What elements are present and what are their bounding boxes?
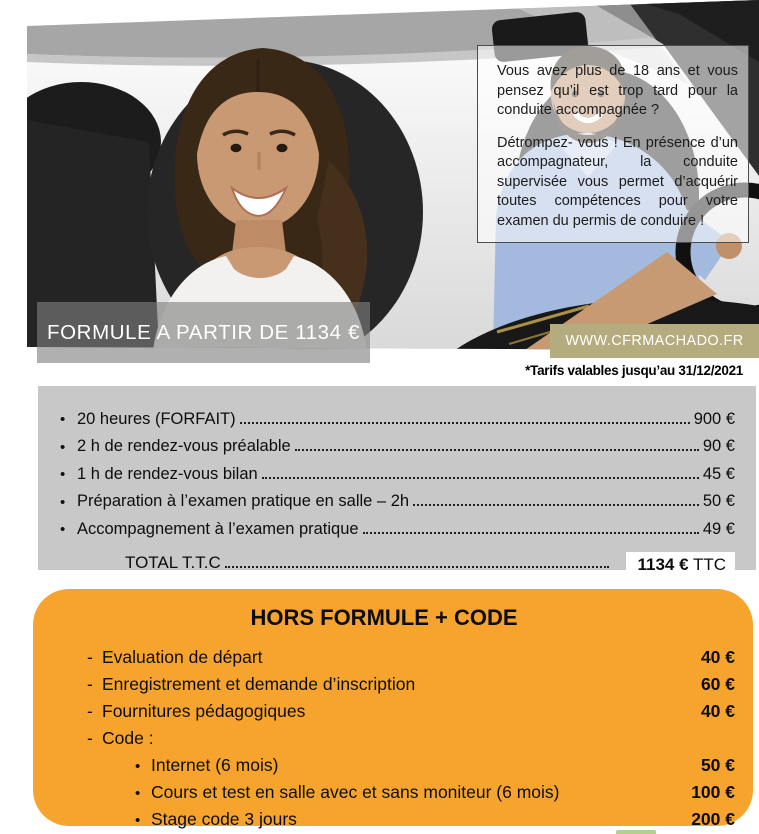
bullet-icon: • [60, 438, 66, 456]
total-price-value: 1134 € [637, 554, 689, 574]
info-overlay-box [477, 45, 749, 243]
price-value: 900 € [693, 409, 735, 428]
hors-formule-price: 60 € [700, 674, 735, 695]
code-option-row [33, 775, 735, 802]
price-value: 50 € [702, 492, 735, 511]
code-option-row [33, 748, 735, 775]
hors-formule-row [33, 694, 735, 721]
price-value: 90 € [702, 437, 735, 456]
bullet-icon: • [60, 493, 66, 511]
total-price-chip [626, 552, 735, 579]
price-label: 1 h de rendez-vous bilan [77, 464, 258, 483]
code-option-price: 200 € [691, 809, 735, 830]
hors-formule-price: 40 € [700, 647, 735, 668]
dash-icon: - [87, 647, 93, 668]
price-label: 20 heures (FORFAIT) [77, 409, 236, 428]
cut-off-page-element [616, 830, 656, 834]
total-label: TOTAL T.T.C [125, 552, 221, 572]
bullet-icon: • [135, 784, 141, 802]
hors-formule-label: Enregistrement et demande d’inscription [102, 674, 416, 695]
hors-formule-price: 40 € [700, 701, 735, 722]
price-row [60, 429, 735, 457]
dash-icon: - [87, 674, 93, 695]
overlay-paragraph-1: Vous avez plus de 18 ans et vous pensez qu’il est trop tard pour la conduite accompagnée ? [497, 63, 738, 118]
code-option-label: Internet (6 mois) [151, 755, 279, 776]
hors-formule-row [33, 640, 735, 667]
code-option-label: Cours et test en salle avec et sans moniteur (6 mois) [151, 782, 560, 803]
dot-leader [363, 532, 699, 534]
hors-formule-row [33, 667, 735, 694]
hors-formule-label: Evaluation de départ [102, 647, 263, 668]
code-option-price: 100 € [691, 782, 735, 803]
dash-icon: - [87, 728, 93, 749]
dot-leader [240, 422, 690, 424]
formule-banner [37, 302, 370, 363]
total-row [60, 552, 735, 573]
price-value: 49 € [702, 519, 735, 538]
bullet-icon: • [135, 757, 141, 775]
formule-banner-label: FORMULE A PARTIR DE 1134 € [47, 320, 360, 344]
hors-formule-label: Code : [102, 728, 154, 749]
code-option-price: 50 € [700, 755, 735, 776]
bullet-icon: • [60, 466, 66, 484]
dot-leader [295, 449, 699, 451]
hors-formule-row [33, 721, 735, 748]
dot-leader [225, 566, 610, 568]
website-banner [550, 324, 759, 358]
price-value: 45 € [702, 464, 735, 483]
bullet-icon: • [60, 411, 66, 429]
dot-leader [262, 477, 699, 479]
hors-formule-label: Fournitures pédagogiques [102, 701, 306, 722]
bullet-icon: • [60, 521, 66, 539]
overlay-paragraph-2: Détrompez- vous ! En présence d’un accompagnateur, la conduite supervisée vous permet d’acquérir toutes compétences pour votre examen du permis de conduire ! [497, 134, 738, 229]
price-row [60, 456, 735, 484]
total-price-suffix: TTC [688, 554, 726, 574]
code-option-row [33, 802, 735, 829]
code-option-label: Stage code 3 jours [151, 809, 297, 830]
price-row [60, 511, 735, 539]
hors-formule-title: HORS FORMULE + CODE [250, 605, 518, 630]
hors-formule-box [33, 589, 753, 830]
formule-price-box [38, 386, 756, 574]
website-url: WWW.CFRMACHADO.FR [565, 333, 744, 349]
price-label: 2 h de rendez-vous préalable [77, 437, 291, 456]
price-label: Préparation à l’examen pratique en salle – 2h [77, 492, 410, 511]
price-row [60, 484, 735, 512]
bullet-icon: • [135, 811, 141, 829]
price-row [60, 401, 735, 429]
tarifs-validity-note: *Tarifs valables jusqu’au 31/12/2021 [525, 363, 743, 378]
dash-icon: - [87, 701, 93, 722]
dot-leader [413, 504, 699, 506]
price-label: Accompagnement à l’examen pratique [77, 519, 359, 538]
